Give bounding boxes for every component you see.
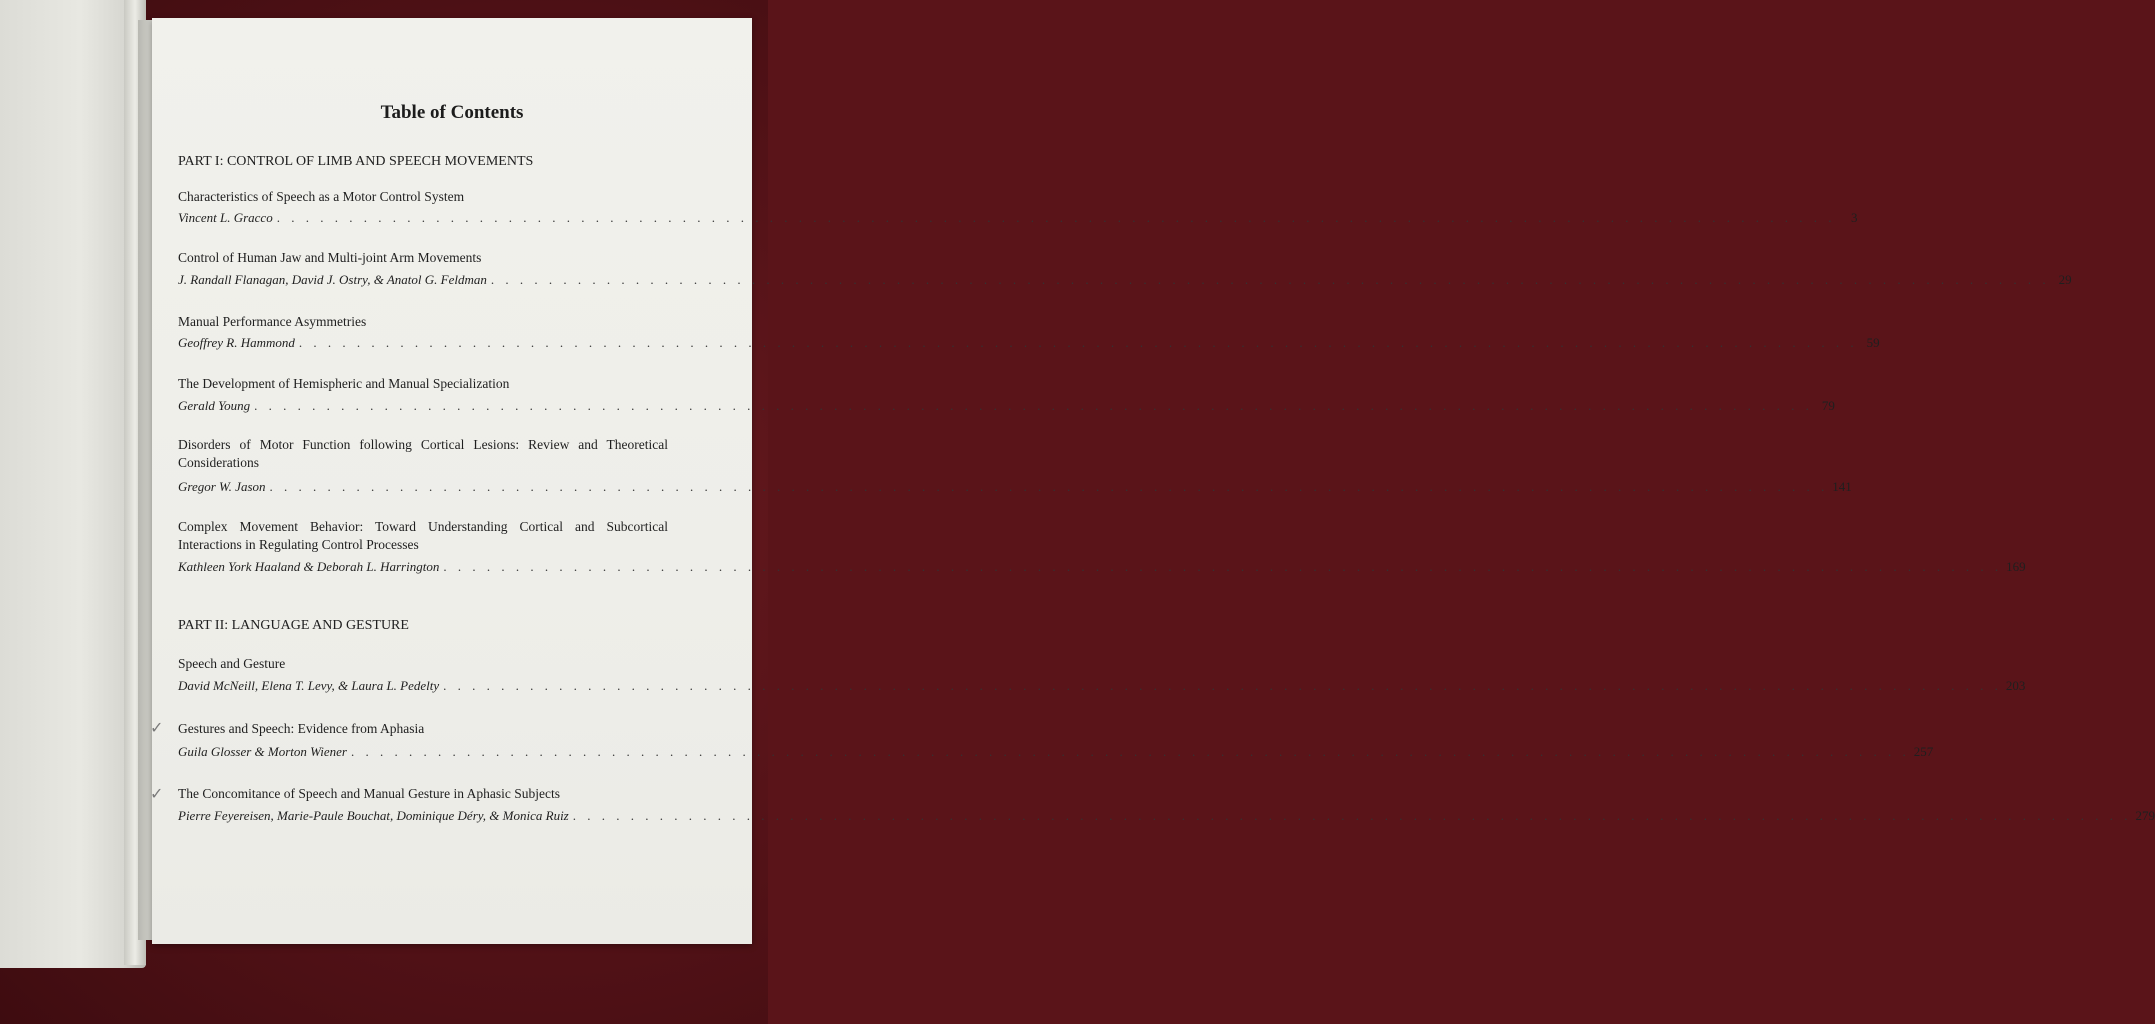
- pencil-check-icon: ✓: [150, 784, 164, 803]
- page-number: 141: [1832, 479, 1852, 494]
- chapter-authors: Gerald Young: [178, 398, 251, 413]
- chapter-title: Manual Performance Asymmetries: [178, 314, 367, 329]
- dot-leader: . . . . . . . . . . . . . . . . . . . . . . . . . . . . . . . . . . . . . . . . . . . . . . . . . . . . . . . . . . . . . . . . . . . . . . . . . . . . . . . . . . . . . . . . . . . . . . . . . . . . . . . . . . . .: [269, 479, 1829, 494]
- chapter-title: Speech and Gesture: [178, 656, 286, 671]
- chapter-authors: Vincent L. Gracco: [178, 210, 273, 225]
- chapter-title: The Concomitance of Speech and Manual Gesture in Aphasic Subjects: [178, 786, 561, 801]
- chapter-authors: J. Randall Flanagan, David J. Ostry, & Anatol G. Feldman: [178, 272, 487, 287]
- chapter-authors: David McNeill, Elena T. Levy, & Laura L. Pedelty: [178, 678, 440, 693]
- chapter-title: The Development of Hemispheric and Manual Specialization: [178, 376, 510, 391]
- chapter-title: Control of Human Jaw and Multi-joint Arm Movements: [178, 250, 482, 265]
- part-heading: PART I: CONTROL OF LIMB AND SPEECH MOVEMENTS: [178, 154, 534, 169]
- page-number: 3: [1850, 210, 1858, 225]
- part-heading: PART II: LANGUAGE AND GESTURE: [178, 618, 409, 633]
- chapter-byline: [178, 479, 1852, 495]
- chapter-byline: [178, 678, 2026, 694]
- page-number: 79: [1821, 398, 1835, 413]
- dot-leader: . . . . . . . . . . . . . . . . . . . . . . . . . . . . . . . . . . . . . . . . . . . . . . . . . . . . . . . . . . . . . . . . . . . . . . . . . . . . . . . . . . . . . . . . . . . . . . . . . . . . . . . . . . . .: [351, 744, 1910, 759]
- chapter-byline: [178, 398, 1835, 414]
- page-number: 203: [2005, 678, 2026, 693]
- chapter-title: Complex Movement Behavior: Toward Understanding Cortical and Subcortical Interactions in Regulating Control Processes: [178, 519, 668, 552]
- page-number: 29: [2058, 272, 2072, 287]
- chapter-byline: [178, 210, 1858, 226]
- dot-leader: . . . . . . . . . . . . . . . . . . . . . . . . . . . . . . . . . . . . . . . . . . . . . . . . . . . . . . . . . . . . . . . . . . . . . . . . . . . . . . . . . . . . . . . . . . . . . . . . . . . . . . . . . . . .: [443, 559, 2003, 574]
- chapter-byline: [178, 808, 2155, 824]
- chapter-authors: Geoffrey R. Hammond: [178, 335, 295, 350]
- chapter-byline: [178, 744, 1934, 760]
- chapter-authors: Guila Glosser & Morton Wiener: [178, 744, 347, 759]
- dot-leader: . . . . . . . . . . . . . . . . . . . . . . . . . . . . . . . . . . . . . . . . . . . . . . . . . . . . . . . . . . . . . . . . . . . . . . . . . . . . . . . . . . . . . . . . . . . . . . . . . . . . . . . . . . . .: [572, 808, 2132, 823]
- chapter-authors: Kathleen York Haaland & Deborah L. Harrington: [178, 559, 440, 574]
- chapter-byline: [178, 559, 2026, 575]
- chapter-authors: Pierre Feyereisen, Marie-Paule Bouchat, Dominique Déry, & Monica Ruiz: [178, 808, 569, 823]
- page-number: 257: [1913, 744, 1934, 759]
- page-number: 59: [1866, 335, 1880, 350]
- page-number: 169: [2006, 559, 2026, 574]
- chapter-authors: Gregor W. Jason: [178, 479, 266, 494]
- chapter-title: Characteristics of Speech as a Motor Control System: [178, 189, 465, 204]
- chapter-title: Gestures and Speech: Evidence from Aphasia: [178, 721, 425, 736]
- pencil-check-icon: ✓: [150, 718, 164, 737]
- chapter-byline: [178, 272, 2072, 288]
- page-title: Table of Contents: [380, 102, 524, 123]
- page-number: 279: [2135, 808, 2155, 823]
- dot-leader: . . . . . . . . . . . . . . . . . . . . . . . . . . . . . . . . . . . . . . . . . . . . . . . . . . . . . . . . . . . . . . . . . . . . . . . . . . . . . . . . . . . . . . . . . . . . . . . . . . . . . . . . . . . .: [254, 398, 1813, 413]
- dot-leader: . . . . . . . . . . . . . . . . . . . . . . . . . . . . . . . . . . . . . . . . . . . . . . . . . . . . . . . . . . . . . . . . . . . . . . . . . . . . . . . . . . . . . . . . . . . . . . . . . . . . . . . . . . . .: [490, 272, 2050, 287]
- dot-leader: . . . . . . . . . . . . . . . . . . . . . . . . . . . . . . . . . . . . . . . . . . . . . . . . . . . . . . . . . . . . . . . . . . . . . . . . . . . . . . . . . . . . . . . . . . . . . . . . . . . . . . . . . . . .: [276, 210, 1836, 225]
- dot-leader: . . . . . . . . . . . . . . . . . . . . . . . . . . . . . . . . . . . . . . . . . . . . . . . . . . . . . . . . . . . . . . . . . . . . . . . . . . . . . . . . . . . . . . . . . . . . . . . . . . . . . . . . . . . .: [443, 678, 2002, 693]
- dot-leader: . . . . . . . . . . . . . . . . . . . . . . . . . . . . . . . . . . . . . . . . . . . . . . . . . . . . . . . . . . . . . . . . . . . . . . . . . . . . . . . . . . . . . . . . . . . . . . . . . . . . . . . . . . . .: [298, 335, 1858, 350]
- chapter-title: Disorders of Motor Function following Cortical Lesions: Review and Theoretical Considerations: [178, 437, 668, 470]
- chapter-byline: [178, 335, 1880, 351]
- contents-page: [150, 18, 2155, 944]
